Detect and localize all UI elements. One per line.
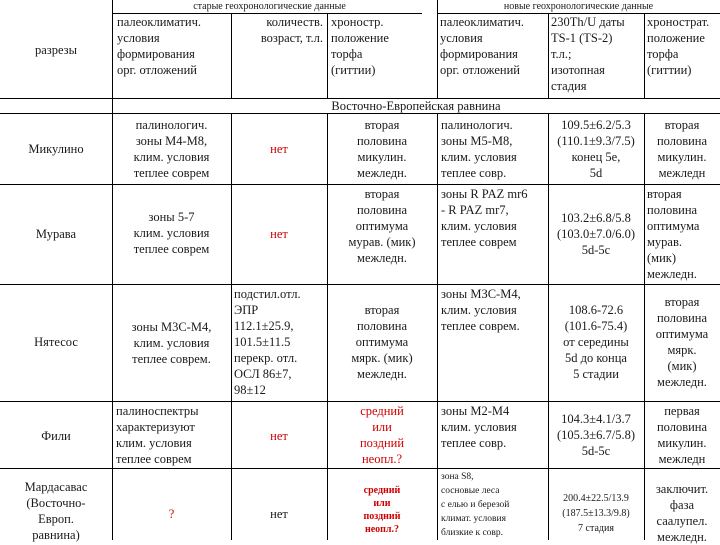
col-rule-4b [437, 113, 438, 540]
old-chronostrat-cell: вторая половина микулин. межледн. [356, 118, 408, 180]
old-paleoclimate-cell: ? [168, 507, 175, 521]
new-dates-cell: 104.3±4.1/3.7 (105.3±6.7/5.8) 5d-5c [556, 412, 636, 458]
new-dates-cell: 200.4±22.5/13.9 (187.5±13.3/9.8) 7 стадия [562, 493, 630, 534]
site-name: Мурава [35, 227, 77, 241]
old-paleoclimate-header: палеоклиматич. условия формирования орг. отложений [117, 15, 201, 77]
new-data-group-heading: новые геохронологические данные [503, 1, 654, 12]
new-paleoclimate-cell: зона S8, сосновые леса с елью и березой климат. условия близкие к совр. [441, 472, 510, 538]
col-rule-1 [112, 0, 113, 540]
region-title: Восточно-Европейская равнина [331, 99, 501, 113]
site-name: Мардасавас (Восточно- Европ. равнина) [24, 480, 88, 542]
new-chronostrat-header: хронострат. положение торфа (гиттии) [647, 15, 710, 77]
old-data-group-heading: старые геохронологические данные [193, 1, 346, 12]
row-rule-3 [0, 401, 720, 402]
col-rule-2b [231, 113, 232, 540]
old-chronostrat-header: хроностр. положение торфа (гиттии) [331, 15, 389, 77]
old-paleoclimate-cell: палиноспектры характеризуют клим. условия теплее соврем [116, 404, 199, 466]
old-age-header: количеств. возраст, т.л. [260, 15, 323, 45]
new-chronostrat-cell: заключит. фаза саалупел. межледн. [655, 482, 709, 544]
old-paleoclimate-cell: палинологич. зоны М4-М8, клим. условия теплее соврем [133, 118, 210, 180]
new-paleoclimate-cell: зоны R PAZ mr6 - R PAZ mr7, клим. условия теплее соврем [441, 187, 528, 249]
old-chronostrat-cell: средний или поздний неопл.? [363, 485, 401, 535]
row-rule-4 [0, 468, 720, 469]
site-name: Фили [41, 429, 71, 443]
old-age-cell: нет [270, 507, 288, 521]
col-rule-3 [327, 13, 328, 98]
col-rule-5 [548, 13, 549, 98]
old-age-cell: нет [270, 227, 288, 241]
new-dates-cell: 108.6-72.6 (101.6-75.4) от середины 5d до конца 5 стадии [563, 303, 629, 381]
new-dates-cell: 103.2±6.8/5.8 (103.0±7.0/6.0) 5d-5c [556, 211, 636, 257]
site-name: Нятесос [34, 335, 78, 349]
col-rule-6 [644, 13, 645, 98]
old-paleoclimate-cell: зоны 5-7 клим. условия теплее соврем [133, 210, 210, 256]
old-chronostrat-cell: вторая половина оптимума мярк. (мик) межледн. [351, 303, 413, 381]
new-paleoclimate-cell: зоны М2-М4 клим. условия теплее совр. [441, 404, 517, 450]
new-dates-cell: 109.5±6.2/5.3 (110.1±9.3/7.5) конец 5е, 5d [557, 118, 635, 180]
old-chronostrat-cell: средний или поздний неопл.? [359, 404, 405, 466]
new-chronostrat-cell: вторая половина оптимума мурав. (мик) межледн. [647, 187, 700, 281]
sections-column-header: разрезы [34, 43, 78, 57]
new-chronostrat-cell: вторая половина оптимума мярк. (мик) межледн. [655, 295, 709, 389]
new-chronostrat-cell: вторая половина микулин. межледн [656, 118, 708, 180]
row-rule-1 [0, 184, 720, 185]
old-age-cell: нет [270, 429, 288, 443]
old-paleoclimate-cell: зоны М3С-М4, клим. условия теплее соврем. [131, 320, 212, 366]
row-rule-2 [0, 284, 720, 285]
old-age-cell: нет [270, 142, 288, 156]
new-paleoclimate-cell: палинологич. зоны М5-М8, клим. условия теплее совр. [441, 118, 517, 180]
site-name: Микулино [28, 142, 84, 156]
col-rule-4 [437, 0, 438, 98]
new-chronostrat-cell: первая половина микулин. межледн [656, 404, 708, 466]
new-paleoclimate-cell: зоны МЗС-М4, клим. условия теплее соврем. [441, 287, 521, 333]
old-age-cell: подстил.отл. ЭПР 112.1±25.9, 101.5±11.5 перекр. отл. ОСЛ 86±7, 98±12 [234, 287, 301, 397]
new-paleoclimate-header: палеоклиматич. условия формирования орг. отложений [440, 15, 524, 77]
new-dates-header: 230Th/U даты TS-1 (TS-2) т.л.; изотопная стадия [551, 15, 625, 93]
old-chronostrat-cell: вторая половина оптимума мурав. (мик) межледн. [348, 187, 416, 265]
